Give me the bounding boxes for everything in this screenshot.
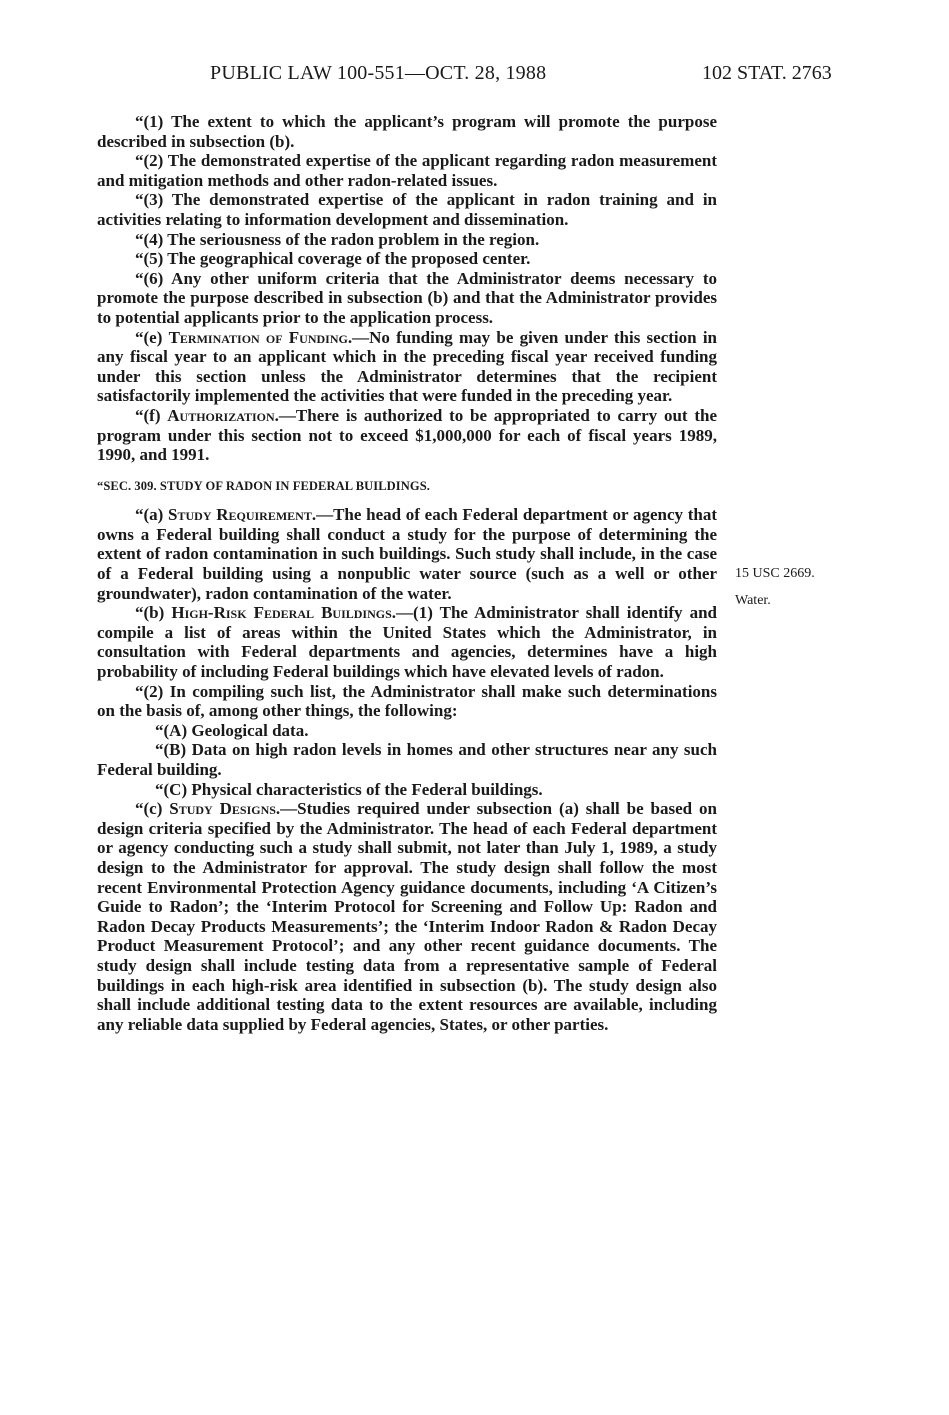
subsection-b-B: “(B) Data on high radon levels in homes and other structures near any such Federal building.	[97, 740, 717, 779]
page-header	[0, 62, 949, 88]
criterion-1: “(1) The extent to which the applicant’s program will promote the purpose described in subsection (b).	[97, 112, 717, 151]
subsection-a-heading: Study Requirement.	[168, 505, 317, 525]
margin-note-usc: 15 USC 2669.	[735, 566, 815, 581]
subsection-c-prefix: “(c)	[135, 799, 170, 819]
subsection-f-text: —There is authorized to be appropriated to carry out the program under this section not to exceed $1,000,000 for each of fiscal years 1989, 1990, and 1991.	[97, 405, 717, 465]
subsection-b-heading: High-Risk Federal Buildings.	[171, 603, 397, 623]
criterion-4: “(4) The seriousness of the radon problem in the region.	[135, 229, 540, 249]
subsection-c-heading: Study Designs.	[169, 799, 281, 819]
subsection-b	[97, 603, 717, 681]
subsection-c	[97, 799, 717, 1034]
subsection-f-heading: Authorization.	[167, 405, 279, 425]
subsection-e-prefix: “(e)	[135, 327, 169, 347]
subsection-a-text: —The head of each Federal department or agency that owns a Federal building shall conduct a study for the purpose of determining the extent of radon contamination in such buildings. Such study shall include, in the case of a Federal building using a nonpublic water source (such as a well or other groundwater), radon contamination of the water.	[97, 505, 718, 603]
page-title: PUBLIC LAW 100-551—OCT. 28, 1988	[210, 62, 547, 84]
criterion-5: “(5) The geographical coverage of the proposed center.	[135, 249, 531, 269]
subsection-b-A: “(A) Geological data.	[155, 720, 309, 740]
subsection-e-text: —No funding may be given under this section in any fiscal year to an applicant which in the preceding fiscal year received funding under this section unless the Administrator determines that the recipient satisfactorily implemented the activities that were funded in the preceding year.	[97, 327, 717, 406]
criterion-2: “(2) The demonstrated expertise of the applicant regarding radon measurement and mitigation methods and other radon-related issues.	[97, 151, 717, 190]
criterion-6: “(6) Any other uniform criteria that the Administrator deems necessary to promote the purpose described in subsection (b) and that the Administrator provides to potential applicants prior to the application process.	[97, 268, 717, 327]
margin-note-water: Water.	[735, 593, 771, 608]
subsection-a-prefix: “(a)	[135, 505, 169, 525]
criterion-3: “(3) The demonstrated expertise of the applicant in radon training and in activities relating to information development and dissemination.	[97, 190, 717, 229]
subsection-b-C: “(C) Physical characteristics of the Federal buildings.	[155, 779, 543, 799]
subsection-b-prefix: “(b)	[135, 603, 172, 623]
subsection-f-prefix: “(f)	[135, 405, 168, 425]
section-309-heading: “SEC. 309. STUDY OF RADON IN FEDERAL BUILDINGS.	[97, 478, 430, 493]
document-body	[97, 112, 717, 1034]
subsection-e	[97, 328, 717, 406]
subsection-b-2: “(2) In compiling such list, the Administrator shall make such determinations on the basis of, among other things, the following:	[97, 681, 717, 721]
subsection-c-text: —Studies required under subsection (a) shall be based on design criteria specified by the Administrator. The head of each Federal department or agency conducting such a study shall submit, not later than July 1, 1989, a study design to the Administrator for approval. The study design shall follow the most recent Environmental Protection Agency guidance documents, including ‘A Citizen’s Guide to Radon’; the ‘Interim Protocol for Screening and Follow Up: Radon and Radon Decay Products Measurements’; the ‘Interim Indoor Radon & Radon Decay Product Measurement Protocol’; and any other recent guidance documents. The study design shall include testing data from a representative sample of Federal buildings in each high-risk area identified in subsection (b). The study design also shall include additional testing data to the extent resources are available, including any reliable data supplied by Federal agencies, States, or other parties.	[97, 799, 717, 1034]
subsection-b-text: —(1) The Administrator shall identify and compile a list of areas within the United States which the Administrator, in consultation with Federal departments and agencies, determines have a high probability of including Federal buildings which have elevated levels of radon.	[97, 603, 717, 682]
statute-citation: 102 STAT. 2763	[702, 62, 832, 84]
subsection-f	[97, 406, 717, 465]
subsection-e-heading: Termination of Funding.	[168, 327, 353, 347]
subsection-a	[97, 505, 717, 603]
